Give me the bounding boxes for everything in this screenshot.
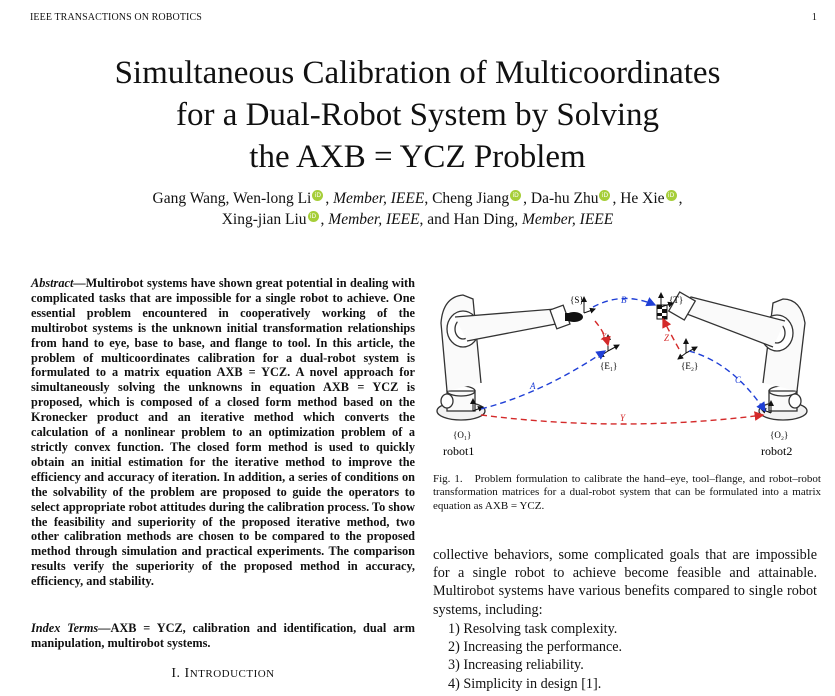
list-item: 1) Resolving task complexity. xyxy=(448,621,618,637)
author-line-2: Xing-jian Liu iD , Member, IEEE, and Han Ding, Member, IEEE xyxy=(221,211,614,228)
section-title-rest: NTRODUCTION xyxy=(189,668,275,680)
author-name: Gang Wang, Wen-long Li xyxy=(152,190,312,207)
label-B: B xyxy=(621,295,627,305)
orcid-icon[interactable]: iD xyxy=(308,211,319,222)
caption-label: Fig. 1. xyxy=(433,473,463,485)
dual-robot-diagram xyxy=(433,283,821,463)
body-paragraph: collective behaviors, some complicated goals that are impossible for a single robot to achieve become feasible and attainable. Multirobot systems have various benefits compared to single robot systems, including: xyxy=(433,547,817,618)
index-terms-lead: Index Terms— xyxy=(31,621,111,635)
abstract-lead: Abstract— xyxy=(31,276,86,290)
label-robot2: robot2 xyxy=(761,444,793,458)
path-A xyxy=(481,351,605,409)
path-C xyxy=(689,351,765,411)
author-name: and Han Ding xyxy=(427,211,515,228)
orcid-icon[interactable]: iD xyxy=(666,190,677,201)
orcid-icon[interactable]: iD xyxy=(312,190,323,201)
label-O2: {O₂} xyxy=(770,430,789,440)
label-C: C xyxy=(735,375,742,385)
author-name: Xing-jian Liu xyxy=(221,211,307,228)
figure-caption xyxy=(433,473,821,513)
label-Y: Y xyxy=(620,413,626,423)
label-A: A xyxy=(530,381,536,391)
caption-text: Problem formulation to calibrate the hand–eye, tool–flange, and robot–robot transformation matrices for a dual-robot system that can be formulated into a matrix equation as AXB = YCZ. xyxy=(433,473,821,512)
label-E1: {E₁} xyxy=(600,361,618,371)
author-role: Member, IEEE xyxy=(328,211,420,228)
label-Z: Z xyxy=(664,333,670,343)
section-heading-introduction xyxy=(31,666,415,682)
author-line-1: Gang Wang, Wen-long Li iD , Member, IEEE, Cheng Jiang iD , Da-hu Zhu iD , He Xie iD , xyxy=(152,190,683,207)
abstract-text: Multirobot systems have shown great potential in dealing with complicated tasks that are impossible for a single robot to achieve. One essential problem encountered in cooperatively working of the multirobot systems is the unknown initial transformation relationships from hand to eye, base to base, and flange to tool. In this article, the problem of multicoordinates calibration for a dual-robot system is formulated to a matrix equation AXB = YCZ. A novel approach for simultaneously solving the unknowns in equation AXB = YCZ is proposed, which is composed of a closed form method based on the Kronecker product and an iterative method which converts the calculation of a nonlinear problem to an optimization problem of a strictly convex function. The closed form method is used to quickly obtain an initial estimation for the iterative method to improve the efficiency and accuracy of iteration. In addition, a series of conditions on the solvability of the problem are proposed to guide the operators to select appropriate robot attitudes during the calibration process. To show the feasibility and superiority of the proposed iterative method, two other calibration methods are chosen to be compared to the proposed method through simulation and practical experiments. The comparison results verify the superiority of the proposed method in accuracy, efficiency, and stability. xyxy=(31,276,415,589)
page-number: 1 xyxy=(811,12,817,23)
title-line-3: the AXB = YCZ Problem xyxy=(249,139,586,175)
benefits-list xyxy=(448,620,622,693)
title-line-2: for a Dual-Robot System by Solving xyxy=(175,97,660,133)
author-role: Member, IEEE xyxy=(333,190,425,207)
camera-sensor-icon xyxy=(565,312,583,322)
label-X: X xyxy=(601,332,607,342)
label-E2: {E₂} xyxy=(681,361,699,371)
index-terms-text: AXB = YCZ, calibration and identification, dual arm manipulation, multirobot systems. xyxy=(31,621,415,650)
label-S: {S} xyxy=(570,295,584,305)
robot2-arm xyxy=(669,292,807,420)
list-item: 2) Increasing the performance. xyxy=(448,639,623,656)
index-terms xyxy=(31,621,415,651)
robot1-arm xyxy=(437,295,570,420)
section-numeral: I. xyxy=(171,666,181,681)
paper-title xyxy=(0,52,835,178)
list-item: 3) Increasing reliability. xyxy=(448,657,584,674)
author-name: Cheng Jiang xyxy=(432,190,510,207)
label-O1: {O₁} xyxy=(453,430,472,440)
section-initial: I xyxy=(184,666,190,681)
author-name: Da-hu Zhu xyxy=(530,190,599,207)
list-item: 4) Simplicity in design [1]. xyxy=(448,675,602,692)
abstract xyxy=(31,276,415,589)
orcid-icon[interactable]: iD xyxy=(599,190,610,201)
orcid-icon[interactable]: iD xyxy=(510,190,521,201)
journal-header: IEEE TRANSACTIONS ON ROBOTICS xyxy=(30,12,202,23)
author-name: He Xie xyxy=(620,190,665,207)
figure-1 xyxy=(433,283,821,463)
label-T: {T} xyxy=(669,295,684,305)
title-line-1: Simultaneous Calibration of Multicoordinates xyxy=(114,55,721,91)
author-role: Member, IEEE xyxy=(522,211,614,228)
label-robot1: robot1 xyxy=(443,444,475,458)
